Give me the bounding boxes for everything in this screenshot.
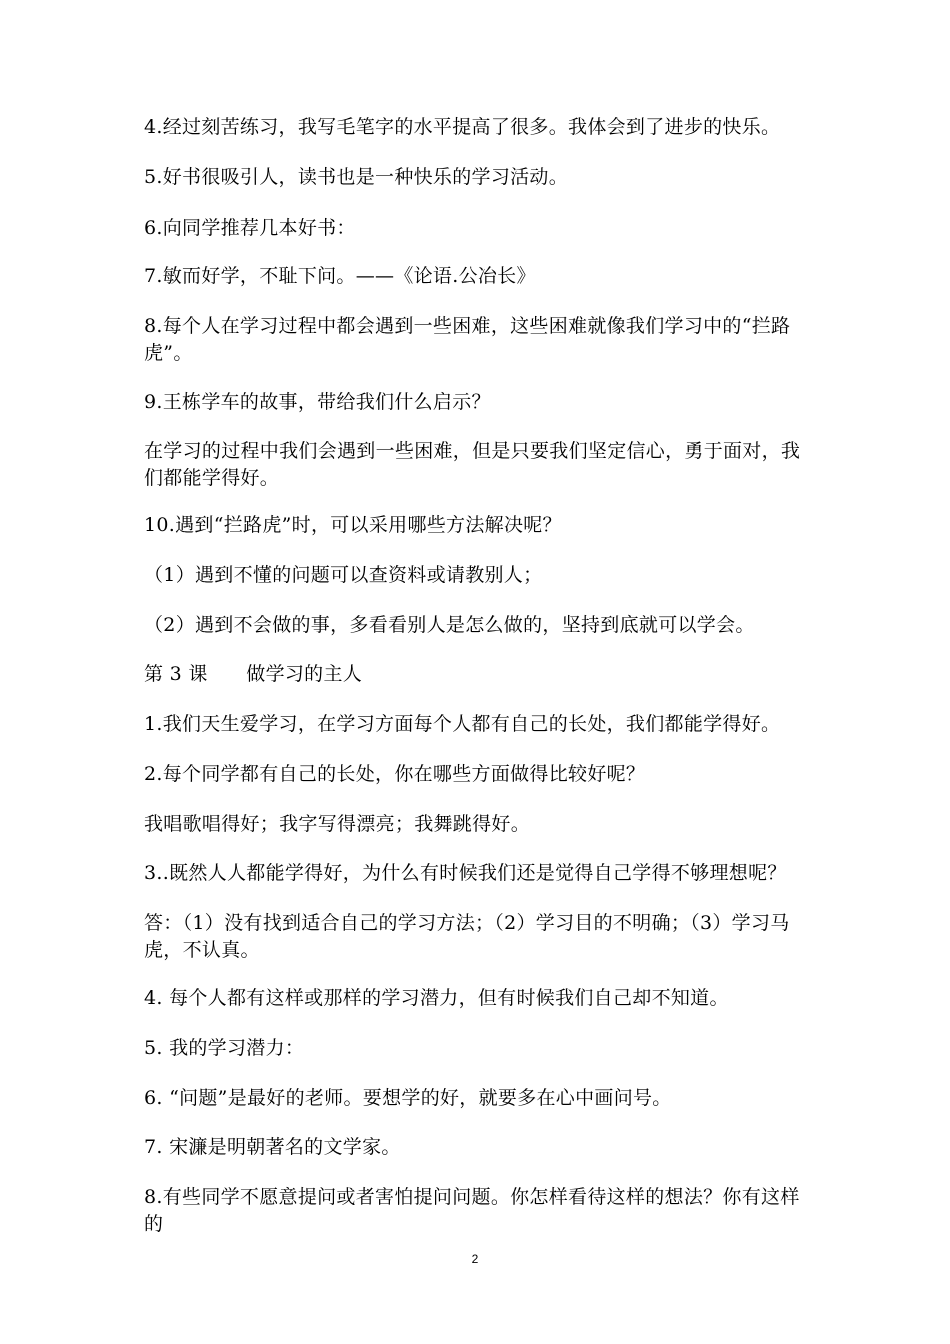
paragraph: 4. 每个人都有这样或那样的学习潜力，但有时候我们自己却不知道。 <box>144 987 729 1009</box>
paragraph: 7. 宋濂是明朝著名的文学家。 <box>144 1136 401 1158</box>
paragraph: 6.向同学推荐几本好书： <box>144 217 356 239</box>
lesson-heading: 第 3 课 做学习的主人 <box>144 663 363 685</box>
paragraph: （1）遇到不懂的问题可以查资料或请教别人； <box>144 564 543 586</box>
paragraph: 1.我们天生爱学习，在学习方面每个人都有自己的长处，我们都能学得好。 <box>144 713 781 735</box>
paragraph: 10.遇到“拦路虎”时，可以采用哪些方法解决呢？ <box>144 514 562 536</box>
paragraph: 6. “问题”是最好的老师。要想学的好，就要多在心中画问号。 <box>144 1087 672 1109</box>
paragraph: 7.敏而好学，不耻下问。——《论语.公冶长》 <box>144 265 536 287</box>
paragraph: 8.每个人在学习过程中都会遇到一些困难，这些困难就像我们学习中的“拦路虎”。 <box>144 315 791 364</box>
paragraph: 8.有些同学不愿意提问或者害怕提问问题。你怎样看待这样的想法？你有这样的 <box>144 1186 800 1235</box>
paragraph: 在学习的过程中我们会遇到一些困难，但是只要我们坚定信心，勇于面对，我们都能学得好。 <box>144 440 801 489</box>
paragraph: 5.好书很吸引人，读书也是一种快乐的学习活动。 <box>144 166 569 188</box>
paragraph: 2.每个同学都有自己的长处，你在哪些方面做得比较好呢？ <box>144 763 646 785</box>
paragraph: 我唱歌唱得好；我字写得漂亮；我舞跳得好。 <box>144 813 531 835</box>
paragraph: 5. 我的学习潜力： <box>144 1037 305 1059</box>
paragraph: 答：（1）没有找到适合自己的学习方法；（2）学习目的不明确；（3）学习马虎，不认真。 <box>144 912 790 961</box>
page-number: 2 <box>471 1252 479 1266</box>
paragraph: 3..既然人人都能学得好，为什么有时候我们还是觉得自己学得不够理想呢？ <box>144 862 787 884</box>
paragraph: 9.王栋学车的故事，带给我们什么启示？ <box>144 391 491 413</box>
paragraph: 4.经过刻苦练习，我写毛笔字的水平提高了很多。我体会到了进步的快乐。 <box>144 116 781 138</box>
paragraph: （2）遇到不会做的事，多看看别人是怎么做的，坚持到底就可以学会。 <box>144 614 755 636</box>
